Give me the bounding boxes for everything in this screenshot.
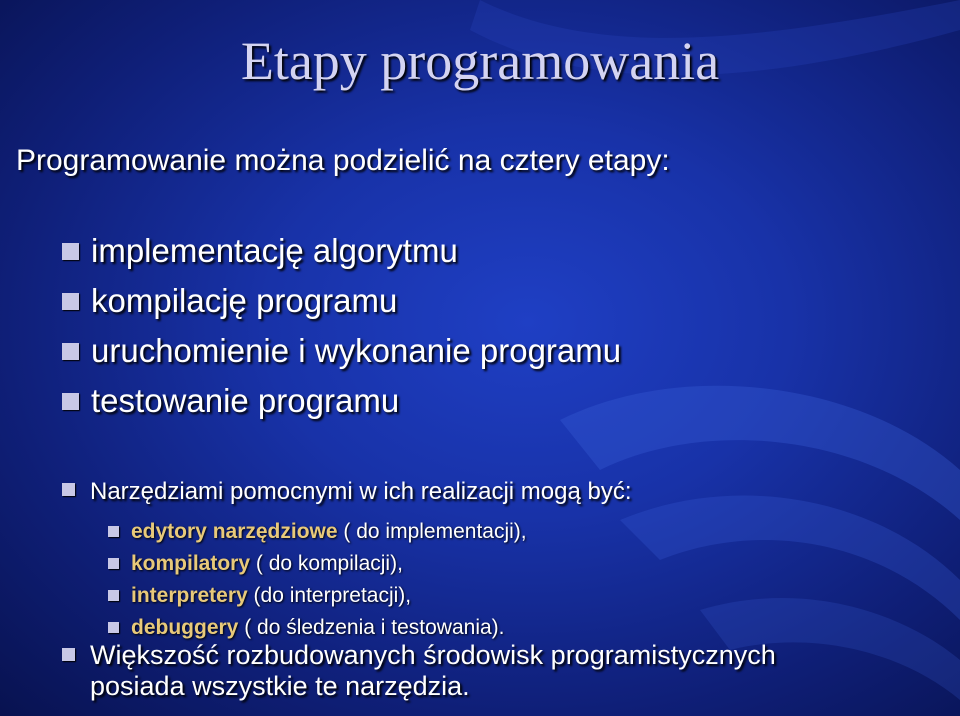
list-item — [62, 226, 621, 276]
tools-heading — [62, 478, 632, 506]
tools-heading-text: Narzędziami pomocnymi w ich realizacji mogą być: — [90, 478, 632, 505]
square-bullet-icon — [62, 243, 79, 260]
tool-desc: ( do śledzenia i testowania). — [238, 616, 505, 639]
stages-list — [62, 226, 621, 426]
tool-desc: ( do implementacji), — [337, 520, 527, 543]
stage-label: kompilację programu — [91, 282, 398, 319]
square-bullet-icon — [108, 526, 119, 537]
square-bullet-icon — [62, 293, 79, 310]
tool-term: edytory narzędziowe — [131, 520, 338, 543]
list-item — [62, 276, 621, 326]
square-bullet-icon — [108, 590, 119, 601]
tool-term: debuggery — [131, 616, 239, 639]
square-bullet-icon — [62, 648, 75, 661]
tools-list — [108, 516, 527, 644]
summary-text — [62, 640, 942, 702]
tool-term: interpretery — [131, 584, 248, 607]
square-bullet-icon — [62, 483, 75, 496]
intro-text: Programowanie można podzielić na cztery etapy: — [16, 144, 670, 177]
list-item — [108, 580, 527, 612]
square-bullet-icon — [108, 558, 119, 569]
list-item — [62, 326, 621, 376]
list-item — [108, 548, 527, 580]
list-item — [108, 516, 527, 548]
stage-label: uruchomienie i wykonanie programu — [91, 332, 622, 369]
square-bullet-icon — [62, 393, 79, 410]
tool-term: kompilatory — [131, 552, 251, 575]
stage-label: implementację algorytmu — [91, 232, 458, 269]
tool-desc: (do interpretacji), — [247, 584, 412, 607]
slide-title: Etapy programowania — [240, 31, 720, 91]
square-bullet-icon — [108, 622, 119, 633]
square-bullet-icon — [62, 343, 79, 360]
tool-desc: ( do kompilacji), — [250, 552, 403, 575]
stage-label: testowanie programu — [91, 382, 400, 419]
summary-line-2: posiada wszystkie te narzędzia. — [90, 671, 470, 701]
summary-line-1: Większość rozbudowanych środowisk programistycznych — [90, 640, 776, 670]
list-item — [62, 376, 621, 426]
